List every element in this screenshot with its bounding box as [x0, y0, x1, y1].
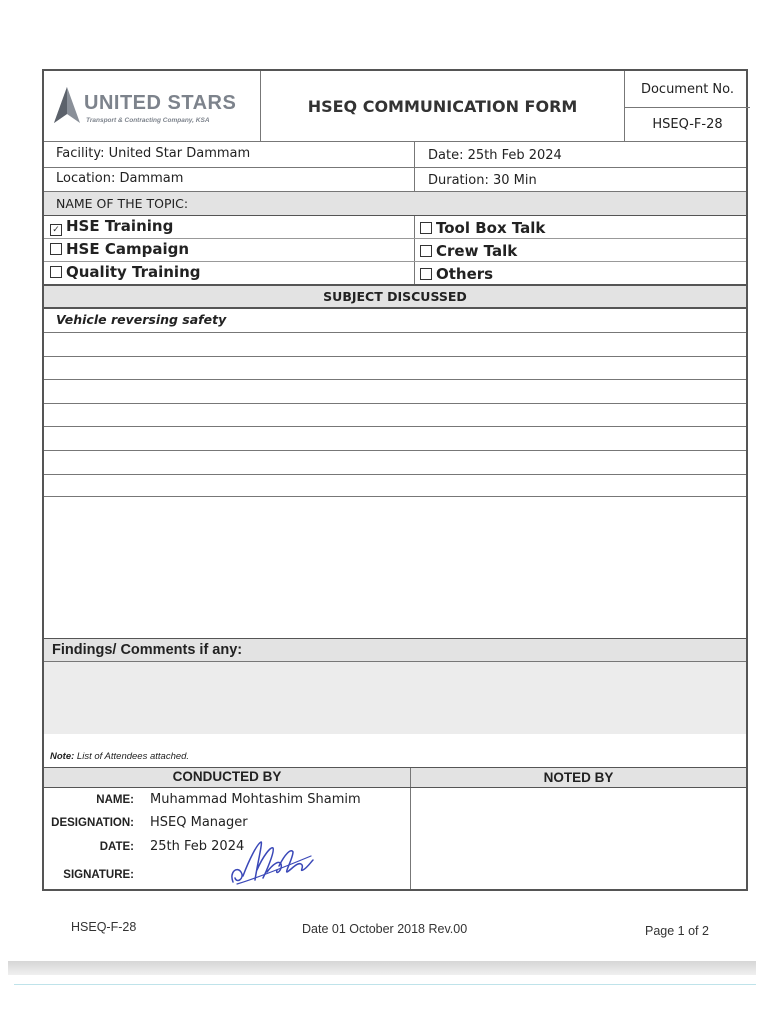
designation-value: HSEQ Manager — [150, 815, 248, 830]
option-others[interactable]: Others — [420, 265, 493, 283]
name-label: NAME: — [96, 794, 134, 806]
subject-line-4 — [44, 380, 746, 404]
checkbox-icon[interactable] — [50, 243, 62, 255]
handwritten-signature — [227, 838, 317, 890]
star-logo-icon — [52, 87, 82, 127]
subject-text: Vehicle reversing safety — [56, 312, 227, 327]
subject-line-2 — [44, 333, 746, 357]
form-title: HSEQ COMMUNICATION FORM — [307, 97, 578, 116]
company-logo — [44, 71, 260, 142]
noted-by-heading: NOTED BY — [543, 770, 614, 785]
subject-line-8 — [44, 475, 746, 497]
option-tool-box-talk[interactable]: Tool Box Talk — [420, 219, 545, 237]
subject-line-7 — [44, 451, 746, 475]
subject-line-6 — [44, 427, 746, 451]
option-hse-campaign[interactable]: HSE Campaign — [50, 240, 189, 258]
option-quality-training[interactable]: Quality Training — [50, 263, 201, 281]
name-value: Muhammad Mohtashim Shamim — [150, 792, 361, 807]
facility-field: Facility: United Star Dammam — [56, 146, 251, 161]
subject-blank-area — [44, 497, 746, 639]
subject-line-5 — [44, 404, 746, 427]
location-field: Location: Dammam — [56, 171, 184, 186]
topic-heading: NAME OF THE TOPIC: — [56, 196, 189, 211]
option-hse-training[interactable]: ✓ HSE Training — [50, 217, 173, 236]
signoff-heading-row — [44, 768, 746, 788]
option-crew-talk[interactable]: Crew Talk — [420, 242, 517, 260]
findings-heading-row — [44, 639, 746, 662]
subject-line-1 — [44, 309, 746, 333]
document-number-cell — [625, 71, 750, 142]
checkbox-checked-icon[interactable]: ✓ — [50, 224, 62, 236]
checkbox-icon[interactable] — [420, 245, 432, 257]
date-label: DATE: — [99, 841, 134, 853]
document-number-label: Document No. — [640, 82, 735, 97]
form-sheet — [42, 69, 748, 891]
footer-code: HSEQ-F-28 — [71, 920, 137, 934]
findings-area[interactable] — [44, 662, 746, 768]
location-row — [44, 168, 746, 192]
signoff-details — [44, 788, 746, 889]
logo-name: UNITED STARS — [84, 92, 237, 114]
duration-field: Duration: 30 Min — [428, 173, 537, 188]
date-field: Date: 25th Feb 2024 — [428, 148, 562, 163]
subject-heading-row — [44, 286, 746, 309]
header-row — [44, 71, 746, 142]
footer-revision: Date 01 October 2018 Rev.00 — [302, 922, 468, 936]
attendees-note: Note: List of Attendees attached. — [50, 751, 190, 762]
checkbox-icon[interactable] — [420, 222, 432, 234]
signature-label: SIGNATURE: — [63, 869, 134, 881]
subject-heading: SUBJECT DISCUSSED — [323, 289, 467, 304]
checkbox-icon[interactable] — [50, 266, 62, 278]
scan-edge-line — [14, 984, 756, 985]
date-value: 25th Feb 2024 — [150, 839, 245, 854]
document-number-value: HSEQ-F-28 — [652, 117, 723, 132]
findings-heading: Findings/ Comments if any: — [52, 642, 243, 658]
checkbox-icon[interactable] — [420, 268, 432, 280]
designation-label: DESIGNATION: — [51, 817, 134, 829]
facility-row — [44, 142, 746, 168]
topic-options — [44, 216, 746, 286]
footer-page-number: Page 1 of 2 — [645, 924, 709, 938]
scan-edge-band — [8, 961, 756, 975]
subject-line-3 — [44, 357, 746, 380]
topic-heading-row — [44, 192, 746, 216]
logo-subtitle: Transport & Contracting Company, KSA — [86, 117, 210, 124]
conducted-by-heading: CONDUCTED BY — [172, 769, 282, 784]
